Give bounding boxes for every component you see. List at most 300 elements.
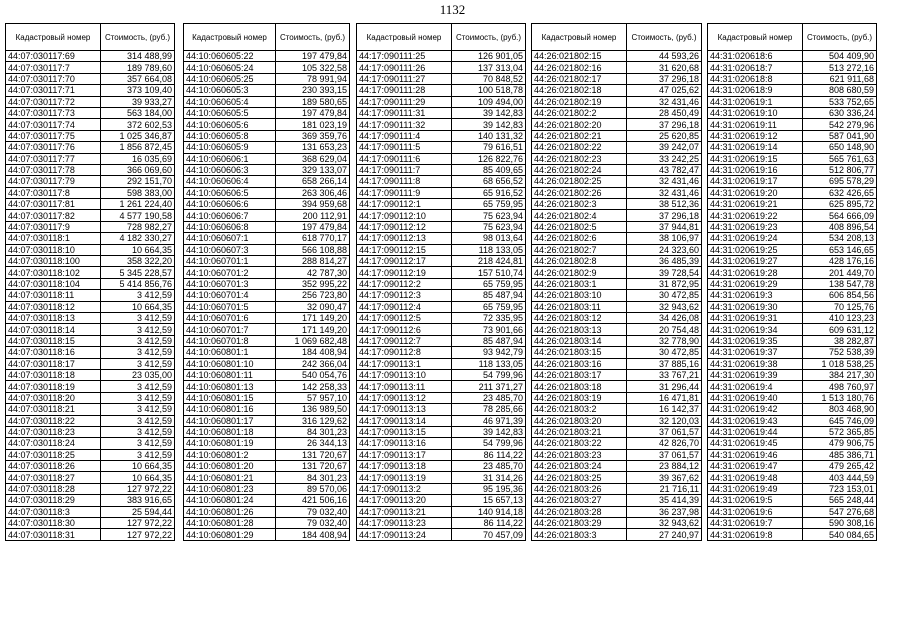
table-row: [357, 210, 526, 221]
cost-cell: 288 814,27: [276, 256, 350, 267]
cost-cell: 4 577 190,58: [101, 210, 175, 221]
cost-cell: 201 449,70: [803, 267, 877, 278]
table-row: [708, 199, 877, 210]
table-row: [6, 199, 175, 210]
table-row: [532, 506, 702, 517]
table-row: [532, 85, 702, 96]
cadastral-number-cell: 44:07:030117:7: [6, 62, 101, 73]
table-row: [357, 518, 526, 529]
table-row: [184, 85, 350, 96]
table-row: [184, 62, 350, 73]
cadastral-number-cell: 44:26:021802:16: [532, 62, 627, 73]
cost-cell: 384 217,30: [803, 369, 877, 380]
value-table-2: [183, 23, 350, 541]
table-row: [708, 483, 877, 494]
cadastral-number-cell: 44:07:030118:15: [6, 335, 101, 346]
cost-cell: 32 778,90: [627, 335, 702, 346]
cadastral-number-cell: 44:07:030118:3: [6, 506, 101, 517]
cadastral-number-cell: 44:10:060606:6: [184, 199, 276, 210]
table-row: [357, 495, 526, 506]
table-row: [6, 51, 175, 62]
cost-cell: 127 972,22: [101, 483, 175, 494]
cadastral-number-cell: 44:07:030118:12: [6, 301, 101, 312]
cost-cell: 10 664,35: [101, 301, 175, 312]
table-row: [357, 73, 526, 84]
cost-cell: 39 242,07: [627, 142, 702, 153]
table-row: [708, 392, 877, 403]
table-row: [532, 278, 702, 289]
cost-cell: 3 412,59: [101, 415, 175, 426]
cadastral-number-cell: 44:31:020619:20: [708, 187, 803, 198]
cost-cell: 512 806,77: [803, 164, 877, 175]
table-row: [708, 358, 877, 369]
table-row: [708, 267, 877, 278]
cadastral-number-cell: 44:26:021802:6: [532, 233, 627, 244]
table-row: [357, 415, 526, 426]
table-row: [6, 233, 175, 244]
cost-cell: 3 412,59: [101, 392, 175, 403]
header-cost: Стоимость, (руб.): [452, 24, 526, 51]
table-row: [184, 369, 350, 380]
table-row: [532, 256, 702, 267]
cadastral-number-cell: 44:10:060701:6: [184, 312, 276, 323]
cadastral-number-cell: 44:17:090113:2: [357, 483, 452, 494]
cadastral-number-cell: 44:07:030118:25: [6, 449, 101, 460]
table-row: [357, 221, 526, 232]
cadastral-number-cell: 44:17:090113:16: [357, 438, 452, 449]
table-row: [6, 221, 175, 232]
table-row: [357, 153, 526, 164]
cadastral-number-cell: 44:07:030118:31: [6, 529, 101, 540]
cadastral-number-cell: 44:31:020619:48: [708, 472, 803, 483]
cadastral-number-cell: 44:31:020619:24: [708, 233, 803, 244]
cadastral-number-cell: 44:10:060801:23: [184, 483, 276, 494]
cadastral-number-cell: 44:26:021802:9: [532, 267, 627, 278]
cadastral-number-cell: 44:17:090113:21: [357, 506, 452, 517]
cadastral-number-cell: 44:07:030118:14: [6, 324, 101, 335]
cadastral-number-cell: 44:10:060606:4: [184, 176, 276, 187]
cost-cell: 10 664,35: [101, 461, 175, 472]
table-row: [708, 153, 877, 164]
table-row: [708, 518, 877, 529]
table-row: [357, 347, 526, 358]
cadastral-number-cell: 44:10:060605:5: [184, 107, 276, 118]
table-row: [184, 404, 350, 415]
table-row: [532, 518, 702, 529]
header-cadastral-number: Кадастровый номер: [357, 24, 452, 51]
cost-cell: 37 944,81: [627, 221, 702, 232]
cost-cell: 200 112,91: [276, 210, 350, 221]
cadastral-number-cell: 44:31:020619:28: [708, 267, 803, 278]
cost-cell: 93 942,79: [452, 347, 526, 358]
cadastral-number-cell: 44:26:021803:3: [532, 529, 627, 540]
table-row: [708, 426, 877, 437]
cost-cell: 4 182 330,27: [101, 233, 175, 244]
table-row: [184, 495, 350, 506]
cost-cell: 1 856 872,45: [101, 142, 175, 153]
cadastral-number-cell: 44:26:021802:20: [532, 119, 627, 130]
cost-cell: 84 301,23: [276, 426, 350, 437]
cost-cell: 75 623,94: [452, 221, 526, 232]
cost-cell: 263 306,46: [276, 187, 350, 198]
cadastral-number-cell: 44:26:021803:23: [532, 449, 627, 460]
cost-cell: 142 258,33: [276, 381, 350, 392]
value-table-4: [531, 23, 702, 541]
cadastral-number-cell: 44:17:090112:17: [357, 256, 452, 267]
cost-cell: 3 412,59: [101, 324, 175, 335]
cadastral-number-cell: 44:17:090113:13: [357, 404, 452, 415]
table-row: [357, 324, 526, 335]
cadastral-number-cell: 44:10:060607:1: [184, 233, 276, 244]
table-header-row: [532, 24, 702, 51]
cadastral-number-cell: 44:10:060605:22: [184, 51, 276, 62]
cadastral-number-cell: 44:31:020618:8: [708, 73, 803, 84]
table-row: [532, 107, 702, 118]
cadastral-number-cell: 44:26:021803:29: [532, 518, 627, 529]
table-row: [532, 210, 702, 221]
table-row: [708, 335, 877, 346]
cadastral-number-cell: 44:17:090111:27: [357, 73, 452, 84]
table-row: [708, 130, 877, 141]
cadastral-number-cell: 44:26:021803:13: [532, 324, 627, 335]
table-row: [357, 62, 526, 73]
cadastral-number-cell: 44:17:090111:26: [357, 62, 452, 73]
cost-cell: 75 623,94: [452, 210, 526, 221]
table-row: [532, 233, 702, 244]
cadastral-number-cell: 44:07:030117:81: [6, 199, 101, 210]
table-row: [184, 335, 350, 346]
cadastral-number-cell: 44:26:021802:19: [532, 96, 627, 107]
cost-cell: 39 142,83: [452, 426, 526, 437]
cost-cell: 32 431,46: [627, 176, 702, 187]
cadastral-number-cell: 44:26:021802:24: [532, 164, 627, 175]
cost-cell: 10 664,35: [101, 244, 175, 255]
cost-cell: 33 767,21: [627, 369, 702, 380]
table-row: [6, 347, 175, 358]
cost-cell: 1 261 224,40: [101, 199, 175, 210]
cadastral-number-cell: 44:10:060801:24: [184, 495, 276, 506]
table-row: [532, 415, 702, 426]
cadastral-number-cell: 44:07:030117:77: [6, 153, 101, 164]
cost-cell: 30 472,85: [627, 347, 702, 358]
table-row: [184, 96, 350, 107]
table-row: [357, 381, 526, 392]
cadastral-number-cell: 44:26:021803:26: [532, 483, 627, 494]
table-row: [6, 278, 175, 289]
table-row: [6, 210, 175, 221]
table-row: [708, 324, 877, 335]
table-row: [184, 176, 350, 187]
table-row: [357, 449, 526, 460]
cadastral-number-cell: 44:17:090112:2: [357, 278, 452, 289]
table-row: [357, 335, 526, 346]
cadastral-number-cell: 44:26:021802:7: [532, 244, 627, 255]
table-row: [184, 438, 350, 449]
table-row: [357, 85, 526, 96]
cost-cell: 37 061,57: [627, 449, 702, 460]
cadastral-number-cell: 44:31:020619:1: [708, 96, 803, 107]
cost-cell: 3 412,59: [101, 335, 175, 346]
table-row: [184, 529, 350, 540]
table-row: [184, 426, 350, 437]
cadastral-number-cell: 44:31:020619:5: [708, 495, 803, 506]
cadastral-number-cell: 44:07:030118:1: [6, 233, 101, 244]
cadastral-number-cell: 44:07:030117:9: [6, 221, 101, 232]
cost-cell: 3 412,59: [101, 347, 175, 358]
cadastral-number-cell: 44:26:021802:3: [532, 199, 627, 210]
cadastral-number-cell: 44:07:030118:11: [6, 290, 101, 301]
cost-cell: 86 114,22: [452, 449, 526, 460]
table-row: [532, 187, 702, 198]
table-row: [184, 392, 350, 403]
cost-cell: 598 383,00: [101, 187, 175, 198]
cost-cell: 38 106,97: [627, 233, 702, 244]
table-row: [184, 449, 350, 460]
table-row: [6, 381, 175, 392]
cost-cell: 37 296,18: [627, 210, 702, 221]
cost-cell: 131 720,67: [276, 449, 350, 460]
table-row: [184, 107, 350, 118]
cadastral-number-cell: 44:17:090112:13: [357, 233, 452, 244]
cost-cell: 89 570,06: [276, 483, 350, 494]
table-row: [184, 278, 350, 289]
cost-cell: 39 933,27: [101, 96, 175, 107]
cost-cell: 54 799,96: [452, 369, 526, 380]
cost-cell: 728 982,27: [101, 221, 175, 232]
cadastral-number-cell: 44:17:090113:14: [357, 415, 452, 426]
cost-cell: 197 479,84: [276, 51, 350, 62]
cost-cell: 368 629,04: [276, 153, 350, 164]
cadastral-number-cell: 44:07:030117:79: [6, 176, 101, 187]
table-row: [6, 130, 175, 141]
cadastral-number-cell: 44:07:030117:74: [6, 119, 101, 130]
table-row: [357, 176, 526, 187]
cadastral-number-cell: 44:07:030118:22: [6, 415, 101, 426]
cost-cell: 26 344,13: [276, 438, 350, 449]
table-row: [708, 495, 877, 506]
table-row: [184, 119, 350, 130]
table-row: [708, 461, 877, 472]
cadastral-number-cell: 44:31:020619:12: [708, 130, 803, 141]
cadastral-number-cell: 44:10:060605:3: [184, 85, 276, 96]
cost-cell: 498 760,97: [803, 381, 877, 392]
table-row: [532, 290, 702, 301]
header-cost: Стоимость, (руб.): [803, 24, 877, 51]
cost-cell: 32 431,46: [627, 96, 702, 107]
cost-cell: 140 131,32: [452, 130, 526, 141]
cost-cell: 394 959,68: [276, 199, 350, 210]
cost-cell: 38 282,87: [803, 335, 877, 346]
header-cost: Стоимость, (руб.): [627, 24, 702, 51]
cadastral-number-cell: 44:10:060801:26: [184, 506, 276, 517]
cadastral-number-cell: 44:26:021803:11: [532, 301, 627, 312]
table-row: [708, 347, 877, 358]
cadastral-number-cell: 44:17:090113:19: [357, 472, 452, 483]
cadastral-number-cell: 44:10:060605:4: [184, 96, 276, 107]
table-row: [357, 472, 526, 483]
cadastral-number-cell: 44:26:021803:25: [532, 472, 627, 483]
table-row: [708, 529, 877, 540]
cadastral-number-cell: 44:17:090111:25: [357, 51, 452, 62]
table-row: [6, 62, 175, 73]
cadastral-number-cell: 44:10:060606:7: [184, 210, 276, 221]
cost-cell: 650 148,90: [803, 142, 877, 153]
cadastral-number-cell: 44:17:090111:9: [357, 187, 452, 198]
cadastral-number-cell: 44:26:021802:5: [532, 221, 627, 232]
table-row: [6, 335, 175, 346]
cadastral-number-cell: 44:10:060701:5: [184, 301, 276, 312]
value-table-5: [707, 23, 877, 541]
table-row: [532, 164, 702, 175]
table-row: [708, 472, 877, 483]
cost-cell: 137 313,04: [452, 62, 526, 73]
cadastral-number-cell: 44:31:020619:43: [708, 415, 803, 426]
cadastral-number-cell: 44:17:090113:20: [357, 495, 452, 506]
cadastral-number-cell: 44:17:090111:31: [357, 107, 452, 118]
cadastral-number-cell: 44:10:060605:24: [184, 62, 276, 73]
table-row: [357, 187, 526, 198]
cost-cell: 587 041,90: [803, 130, 877, 141]
table-row: [532, 472, 702, 483]
cost-cell: 37 061,57: [627, 426, 702, 437]
table-row: [357, 119, 526, 130]
table-row: [532, 142, 702, 153]
cost-cell: 44 593,26: [627, 51, 702, 62]
cadastral-number-cell: 44:17:090113:15: [357, 426, 452, 437]
cost-cell: 189 789,60: [101, 62, 175, 73]
cadastral-number-cell: 44:17:090112:1: [357, 199, 452, 210]
header-cadastral-number: Кадастровый номер: [708, 24, 803, 51]
cadastral-number-cell: 44:07:030118:24: [6, 438, 101, 449]
table-row: [532, 301, 702, 312]
cadastral-number-cell: 44:10:060701:1: [184, 256, 276, 267]
cadastral-number-cell: 44:10:060605:6: [184, 119, 276, 130]
cost-cell: 566 108,88: [276, 244, 350, 255]
cadastral-number-cell: 44:17:090111:4: [357, 130, 452, 141]
table-row: [532, 73, 702, 84]
cost-cell: 95 195,36: [452, 483, 526, 494]
cadastral-number-cell: 44:10:060605:9: [184, 142, 276, 153]
cost-cell: 34 426,08: [627, 312, 702, 323]
cost-cell: 230 393,15: [276, 85, 350, 96]
cadastral-number-cell: 44:26:021803:14: [532, 335, 627, 346]
cost-cell: 98 013,64: [452, 233, 526, 244]
cadastral-number-cell: 44:10:060607:3: [184, 244, 276, 255]
table-row: [6, 438, 175, 449]
cost-cell: 72 335,95: [452, 312, 526, 323]
cadastral-number-cell: 44:17:090112:19: [357, 267, 452, 278]
table-row: [6, 301, 175, 312]
cadastral-number-cell: 44:26:021802:25: [532, 176, 627, 187]
cost-cell: 65 759,95: [452, 199, 526, 210]
table-row: [357, 483, 526, 494]
cost-cell: 3 412,59: [101, 312, 175, 323]
cadastral-number-cell: 44:26:021803:12: [532, 312, 627, 323]
cost-cell: 256 723,80: [276, 290, 350, 301]
cadastral-number-cell: 44:26:021803:19: [532, 392, 627, 403]
table-row: [708, 449, 877, 460]
cadastral-number-cell: 44:31:020619:34: [708, 324, 803, 335]
cadastral-number-cell: 44:17:090111:6: [357, 153, 452, 164]
cost-cell: 65 759,95: [452, 278, 526, 289]
cost-cell: 73 901,66: [452, 324, 526, 335]
cadastral-number-cell: 44:26:021803:28: [532, 506, 627, 517]
cost-cell: 85 409,65: [452, 164, 526, 175]
cadastral-number-cell: 44:07:030118:19: [6, 381, 101, 392]
table-row: [6, 369, 175, 380]
cost-cell: 513 272,16: [803, 62, 877, 73]
cadastral-number-cell: 44:07:030118:104: [6, 278, 101, 289]
table-row: [708, 62, 877, 73]
cadastral-number-cell: 44:07:030118:10: [6, 244, 101, 255]
cadastral-number-cell: 44:31:020619:25: [708, 244, 803, 255]
table-row: [357, 358, 526, 369]
cost-cell: 28 450,49: [627, 107, 702, 118]
table-row: [184, 256, 350, 267]
cadastral-number-cell: 44:17:090113:24: [357, 529, 452, 540]
header-cadastral-number: Кадастровый номер: [184, 24, 276, 51]
header-cadastral-number: Кадастровый номер: [532, 24, 627, 51]
cost-cell: 479 906,75: [803, 438, 877, 449]
cost-cell: 37 296,18: [627, 119, 702, 130]
cadastral-number-cell: 44:26:021803:1: [532, 278, 627, 289]
cadastral-number-cell: 44:10:060801:20: [184, 461, 276, 472]
cost-cell: 329 133,07: [276, 164, 350, 175]
cost-cell: 32 120,03: [627, 415, 702, 426]
table-row: [184, 381, 350, 392]
cost-cell: 32 943,62: [627, 518, 702, 529]
table-row: [6, 506, 175, 517]
table-row: [532, 347, 702, 358]
cadastral-number-cell: 44:10:060801:28: [184, 518, 276, 529]
cadastral-number-cell: 44:31:020619:42: [708, 404, 803, 415]
table-row: [6, 153, 175, 164]
cost-cell: 3 412,59: [101, 449, 175, 460]
table-row: [357, 278, 526, 289]
cost-cell: 590 308,16: [803, 518, 877, 529]
cost-cell: 42 787,30: [276, 267, 350, 278]
table-row: [708, 221, 877, 232]
cadastral-number-cell: 44:26:021803:17: [532, 369, 627, 380]
table-row: [532, 153, 702, 164]
cadastral-number-cell: 44:17:090111:7: [357, 164, 452, 175]
table-row: [708, 278, 877, 289]
table-row: [532, 369, 702, 380]
table-row: [6, 426, 175, 437]
cadastral-number-cell: 44:17:090112:4: [357, 301, 452, 312]
table-row: [708, 73, 877, 84]
cadastral-number-cell: 44:26:021803:10: [532, 290, 627, 301]
table-row: [357, 369, 526, 380]
cadastral-number-cell: 44:10:060606:3: [184, 164, 276, 175]
cadastral-number-cell: 44:17:090112:5: [357, 312, 452, 323]
cadastral-number-cell: 44:26:021802:18: [532, 85, 627, 96]
table-row: [184, 51, 350, 62]
table-row: [708, 119, 877, 130]
cost-cell: 564 666,09: [803, 210, 877, 221]
cost-cell: 136 989,50: [276, 404, 350, 415]
table-row: [532, 404, 702, 415]
cadastral-number-cell: 44:26:021803:22: [532, 438, 627, 449]
cost-cell: 86 114,22: [452, 518, 526, 529]
table-row: [708, 85, 877, 96]
table-row: [357, 107, 526, 118]
cadastral-number-cell: 44:07:030117:71: [6, 85, 101, 96]
cadastral-number-cell: 44:07:030117:78: [6, 164, 101, 175]
table-row: [184, 506, 350, 517]
table-row: [532, 199, 702, 210]
cadastral-number-cell: 44:10:060801:11: [184, 369, 276, 380]
